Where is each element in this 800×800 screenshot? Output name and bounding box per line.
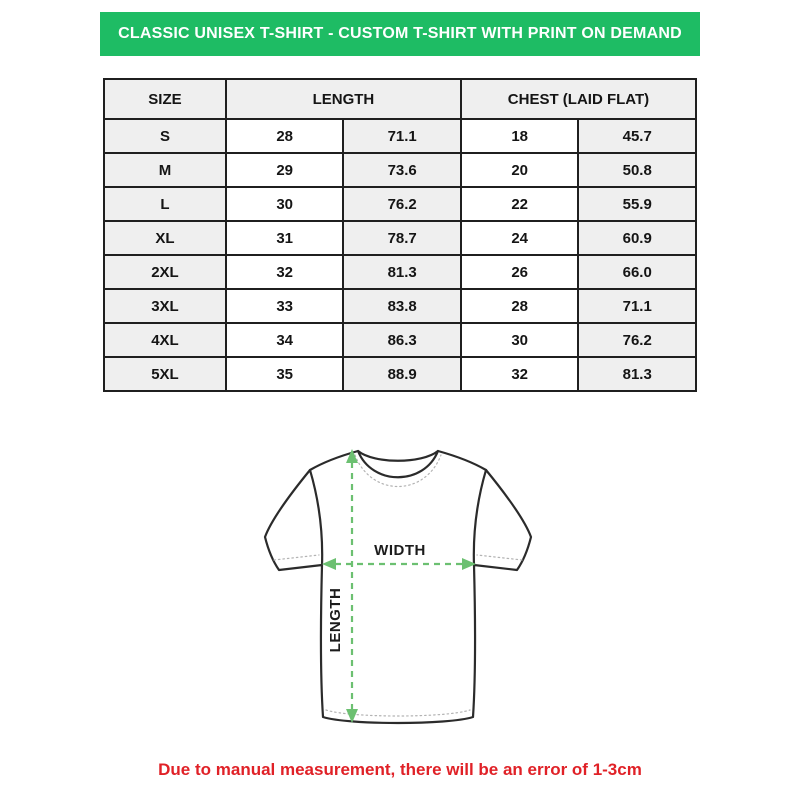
table-row [104,153,696,187]
chest-in-cell: 26 [461,255,579,289]
header-size: SIZE [104,79,226,119]
tshirt-measurement-diagram [240,424,560,758]
length-cm-cell: 83.8 [343,289,461,323]
table-row [104,323,696,357]
length-in-cell: 32 [226,255,344,289]
size-cell: L [104,187,226,221]
chest-in-cell: 28 [461,289,579,323]
length-cm-cell: 71.1 [343,119,461,153]
chest-cm-cell: 50.8 [578,153,696,187]
length-in-cell: 28 [226,119,344,153]
length-label: LENGTH [327,587,344,653]
length-cm-cell: 78.7 [343,221,461,255]
chest-cm-cell: 55.9 [578,187,696,221]
size-cell: 3XL [104,289,226,323]
table-row [104,289,696,323]
length-cm-cell: 73.6 [343,153,461,187]
table-header-row [104,79,696,119]
size-cell: 4XL [104,323,226,357]
table-row [104,221,696,255]
size-cell: S [104,119,226,153]
table-row [104,255,696,289]
chest-in-cell: 32 [461,357,579,391]
tshirt-outline-drawing [240,424,560,758]
length-in-cell: 33 [226,289,344,323]
chest-cm-cell: 81.3 [578,357,696,391]
table-row [104,187,696,221]
table-row [104,119,696,153]
length-cm-cell: 81.3 [343,255,461,289]
length-cm-cell: 88.9 [343,357,461,391]
chest-cm-cell: 76.2 [578,323,696,357]
length-cm-cell: 86.3 [343,323,461,357]
length-in-cell: 34 [226,323,344,357]
size-cell: 2XL [104,255,226,289]
size-cell: 5XL [104,357,226,391]
length-in-cell: 31 [226,221,344,255]
chest-in-cell: 30 [461,323,579,357]
chest-cm-cell: 71.1 [578,289,696,323]
title-banner [100,12,700,56]
chest-in-cell: 22 [461,187,579,221]
length-cm-cell: 76.2 [343,187,461,221]
chest-cm-cell: 66.0 [578,255,696,289]
tshirt-body [265,451,531,723]
size-cell: M [104,153,226,187]
length-in-cell: 29 [226,153,344,187]
table-row [104,357,696,391]
size-cell: XL [104,221,226,255]
header-length: LENGTH [226,79,461,119]
chest-cm-cell: 45.7 [578,119,696,153]
measurement-error-note: Due to manual measurement, there will be an error of 1-3cm [158,760,642,779]
chest-in-cell: 18 [461,119,579,153]
chest-cm-cell: 60.9 [578,221,696,255]
page-title: CLASSIC UNISEX T-SHIRT - CUSTOM T-SHIRT WITH PRINT ON DEMAND [118,25,682,42]
chest-in-cell: 24 [461,221,579,255]
length-in-cell: 35 [226,357,344,391]
size-table [103,78,697,392]
chest-in-cell: 20 [461,153,579,187]
header-chest: CHEST (LAID FLAT) [461,79,696,119]
width-label: WIDTH [374,542,426,559]
length-in-cell: 30 [226,187,344,221]
